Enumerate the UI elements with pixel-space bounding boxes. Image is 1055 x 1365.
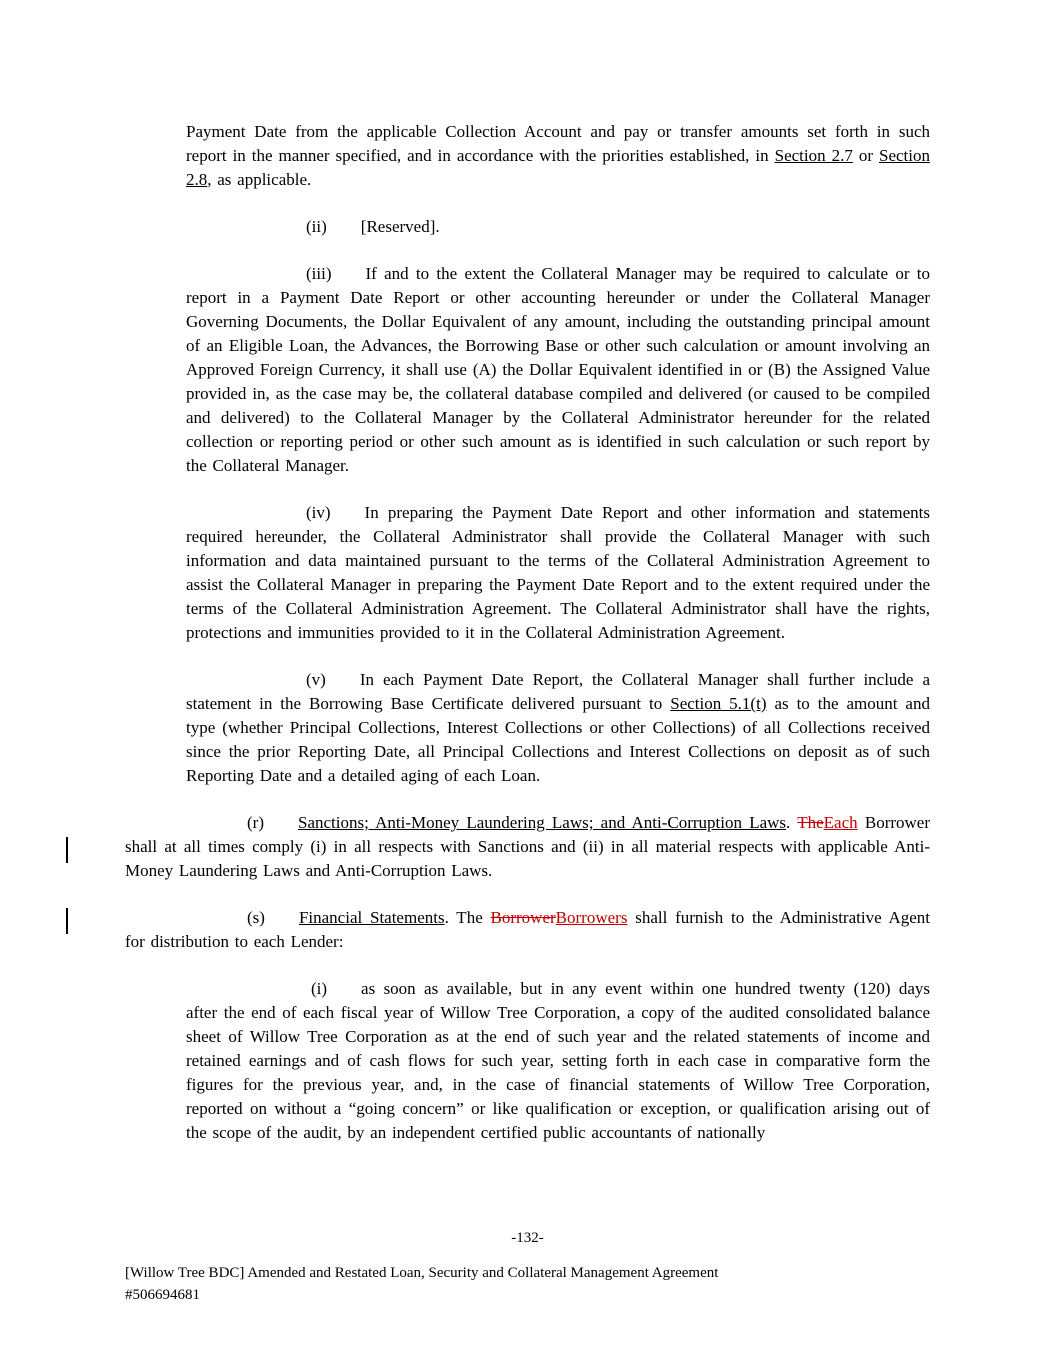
text-segment: . [786,813,798,832]
text-segment: as soon as available, but in any event within one hundred twenty (120) days after the end of each fiscal year of Willow Tree Corporation, a copy of the audited consolidated balance sheet of Willow Tree Corporation as at the end of such year and the related statements of income and retained earnings and of cash flows for such year, setting forth in each case in comparative form the figures for the previous year, and, in the case of financial statements of Willow Tree Corporation, reported on without a “going concern” or like qualification or exception, or qualification arising out of the scope of the audit, by an independent certified public accountants of nationally [186,979,930,1142]
text-segment: (v) [306,670,326,689]
paragraph-item-s-i [186,977,930,1145]
text-segment: Section 2.8 [186,146,930,189]
text-segment: (ii) [306,217,327,236]
paragraph-continuation [186,120,930,192]
text-segment: Borrower [490,908,556,927]
footer-document-id: #506694681 [125,1287,200,1303]
text-segment: or [852,146,879,165]
text-segment: Financial Statements [298,908,445,927]
revision-change-bar [66,908,68,934]
text-segment: Each [823,813,858,832]
text-segment: (i) [311,979,328,998]
revision-change-bar [66,837,68,863]
text-segment: (iv) [306,503,331,522]
text-segment: In each Payment Date Report, the Collateral Manager shall further include a statement in the Borrowing Base Certificate delivered pursuant to [186,670,930,713]
paragraph-item-iii [186,262,930,478]
text-segment: Section 2.7 [774,146,853,165]
text-segment: (r) [247,813,264,832]
text-segment: as to the amount and type (whether Principal Collections, Interest Collections or other Collections) of all Collections received since the prior Reporting Date, all Principal Collections and Interest Collections on deposit as of such Reporting Date and a detailed aging of each Loan. [186,694,930,785]
text-segment: Payment Date from the applicable Collection Account and pay or transfer amounts set forth in such report in the manner specified, and in accordance with the priorities established, in [186,122,930,165]
paragraph-item-r [125,811,930,883]
document-body [125,120,930,1168]
text-segment: [Reserved]. [360,217,440,236]
text-segment: Section 5.1(t) [670,694,767,713]
text-segment: shall furnish to the Administrative Agent for distribution to each Lender: [125,908,930,951]
text-segment: Borrower shall at all times comply (i) in all respects with Sanctions and (ii) in all material respects with applicable Anti-Money Laundering Laws and Anti-Corruption Laws. [125,813,930,880]
paragraph-item-ii [186,215,930,239]
footer-document-title: [Willow Tree BDC] Amended and Restated Loan, Security and Collateral Management Agreement [125,1265,719,1281]
text-segment: Borrowers [555,908,628,927]
text-segment: If and to the extent the Collateral Manager may be required to calculate or to report in a Payment Date Report or other accounting hereunder or under the Collateral Manager Governing Documents, the Dollar Equivalent of any amount, including the outstanding principal amount of an Eligible Loan, the Advances, the Borrowing Base or other such calculation or amount involving an Approved Foreign Currency, it shall use (A) the Dollar Equivalent identified in or (B) the Assigned Value provided in, as the case may be, the collateral database compiled and delivered (or caused to be compiled and delivered) to the Collateral Manager by the Collateral Administrator hereunder for the related collection or reporting period or other such amount as is identified in such calculation or such report by the Collateral Manager. [186,264,930,475]
paragraph-item-r-wrap [125,811,930,883]
paragraph-item-iv [186,501,930,645]
page-footer [125,1262,930,1306]
text-segment: The [797,813,824,832]
paragraph-item-s [125,906,930,954]
paragraph-item-v [186,668,930,788]
text-segment: . The [444,908,491,927]
paragraph-item-s-wrap [125,906,930,954]
text-segment: (iii) [306,264,332,283]
text-segment: (s) [247,908,265,927]
text-segment: , as applicable. [207,170,312,189]
text-segment: In preparing the Payment Date Report and other information and statements required hereunder, the Collateral Administrator shall provide the Collateral Manager with such information and data maintained pursuant to the terms of the Collateral Administration Agreement to assist the Collateral Manager in preparing the Payment Date Report and to the extent required under the terms of the Collateral Administration Agreement. The Collateral Administrator shall have the rights, protections and immunities provided to it in the Collateral Administration Agreement. [186,503,930,642]
page-number: -132- [511,1230,544,1246]
text-segment: Sanctions; Anti-Money Laundering Laws; and Anti-Corruption Laws [297,813,787,832]
